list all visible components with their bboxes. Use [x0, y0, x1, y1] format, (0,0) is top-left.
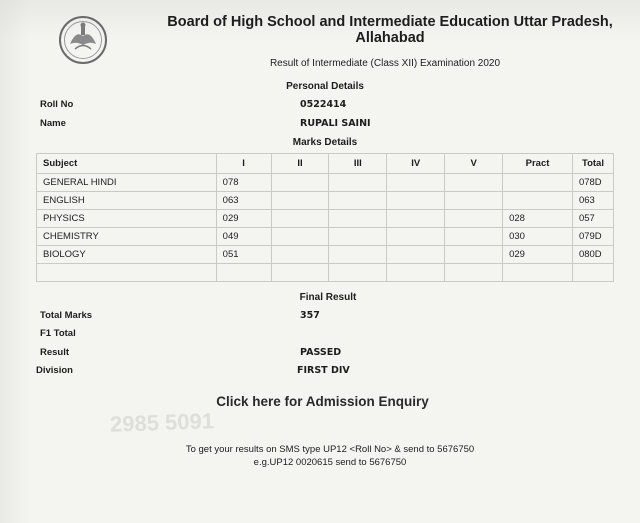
paper-iii-cell	[329, 192, 387, 210]
division-value: FIRST DIV	[297, 365, 350, 376]
paper-iv-cell	[387, 192, 445, 210]
sms-instructions: To get your results on SMS type UP12 <Roll No> & send to 5676750	[185, 444, 475, 455]
practical-cell	[503, 264, 573, 282]
total-cell: 079D	[572, 228, 613, 246]
table-row	[37, 174, 614, 192]
column-header-i: I	[216, 154, 271, 174]
paper-ii-cell	[271, 246, 329, 264]
roll-no-value: 0522414	[300, 99, 347, 110]
paper-iv-cell	[387, 210, 445, 228]
paper-i-cell: 049	[216, 228, 271, 246]
subject-cell: BIOLOGY	[37, 246, 217, 264]
sms-example: e.g.UP12 0020615 send to 5676750	[253, 457, 407, 468]
name-value: RUPALI SAINI	[300, 118, 371, 129]
paper-iv-cell	[387, 174, 445, 192]
paper-v-cell	[445, 228, 503, 246]
paper-ii-cell	[271, 192, 329, 210]
paper-i-cell: 078	[216, 174, 271, 192]
paper-iii-cell	[329, 264, 387, 282]
board-title-line2: Allahabad	[355, 30, 425, 46]
paper-ii-cell	[271, 174, 329, 192]
paper-iv-cell	[387, 246, 445, 264]
column-header-v: V	[445, 154, 503, 174]
paper-iv-cell	[387, 264, 445, 282]
column-header-pract: Pract	[503, 154, 573, 174]
paper-ii-cell	[271, 228, 329, 246]
result-label: Result	[40, 347, 70, 358]
paper-iii-cell	[329, 246, 387, 264]
column-header-subject: Subject	[37, 154, 217, 174]
total-cell: 078D	[572, 174, 613, 192]
table-row	[37, 192, 614, 210]
subject-cell: GENERAL HINDI	[37, 174, 217, 192]
paper-i-cell	[216, 264, 271, 282]
subject-cell	[37, 264, 217, 282]
marks-header-row	[37, 154, 614, 174]
paper-ii-cell	[271, 210, 329, 228]
total-cell: 057	[572, 210, 613, 228]
practical-cell: 029	[503, 246, 573, 264]
paper-iv-cell	[387, 228, 445, 246]
board-title-line1: Board of High School and Intermediate Education Uttar Pradesh,	[167, 14, 613, 30]
division-label: Division	[36, 365, 73, 376]
final-result-heading: Final Result	[299, 292, 357, 303]
name-label: Name	[40, 118, 66, 129]
background-bleed: 2985 5091	[109, 408, 215, 437]
column-header-total: Total	[572, 154, 613, 174]
paper-iii-cell	[329, 228, 387, 246]
column-header-ii: II	[271, 154, 329, 174]
subject-cell: PHYSICS	[37, 210, 217, 228]
marks-table	[36, 153, 614, 282]
column-header-iv: IV	[387, 154, 445, 174]
practical-cell	[503, 174, 573, 192]
practical-cell: 030	[503, 228, 573, 246]
paper-i-cell: 051	[216, 246, 271, 264]
paper-ii-cell	[271, 264, 329, 282]
paper-i-cell: 063	[216, 192, 271, 210]
paper-v-cell	[445, 192, 503, 210]
total-marks-label: Total Marks	[40, 310, 93, 321]
paper-v-cell	[445, 174, 503, 192]
total-cell: 063	[572, 192, 613, 210]
paper-iii-cell	[329, 174, 387, 192]
practical-cell: 028	[503, 210, 573, 228]
column-header-iii: III	[329, 154, 387, 174]
table-row	[37, 246, 614, 264]
table-row	[37, 228, 614, 246]
table-row-empty	[37, 264, 614, 282]
paper-v-cell	[445, 264, 503, 282]
result-value: PASSED	[300, 347, 342, 358]
subject-cell: CHEMISTRY	[37, 228, 217, 246]
marks-details-heading: Marks Details	[292, 137, 358, 148]
total-cell: 080D	[572, 246, 613, 264]
paper-v-cell	[445, 210, 503, 228]
admission-enquiry-link[interactable]: Click here for Admission Enquiry	[216, 394, 429, 409]
paper-v-cell	[445, 246, 503, 264]
total-marks-value: 357	[300, 310, 320, 321]
paper-i-cell: 029	[216, 210, 271, 228]
exam-subtitle: Result of Intermediate (Class XII) Examination 2020	[269, 58, 501, 69]
subject-cell: ENGLISH	[37, 192, 217, 210]
f1-total-label: F1 Total	[40, 328, 76, 339]
paper-iii-cell	[329, 210, 387, 228]
roll-no-label: Roll No	[40, 99, 74, 110]
up-board-emblem-icon	[58, 14, 108, 66]
total-cell	[572, 264, 613, 282]
table-row	[37, 210, 614, 228]
practical-cell	[503, 192, 573, 210]
personal-details-heading: Personal Details	[286, 81, 364, 92]
